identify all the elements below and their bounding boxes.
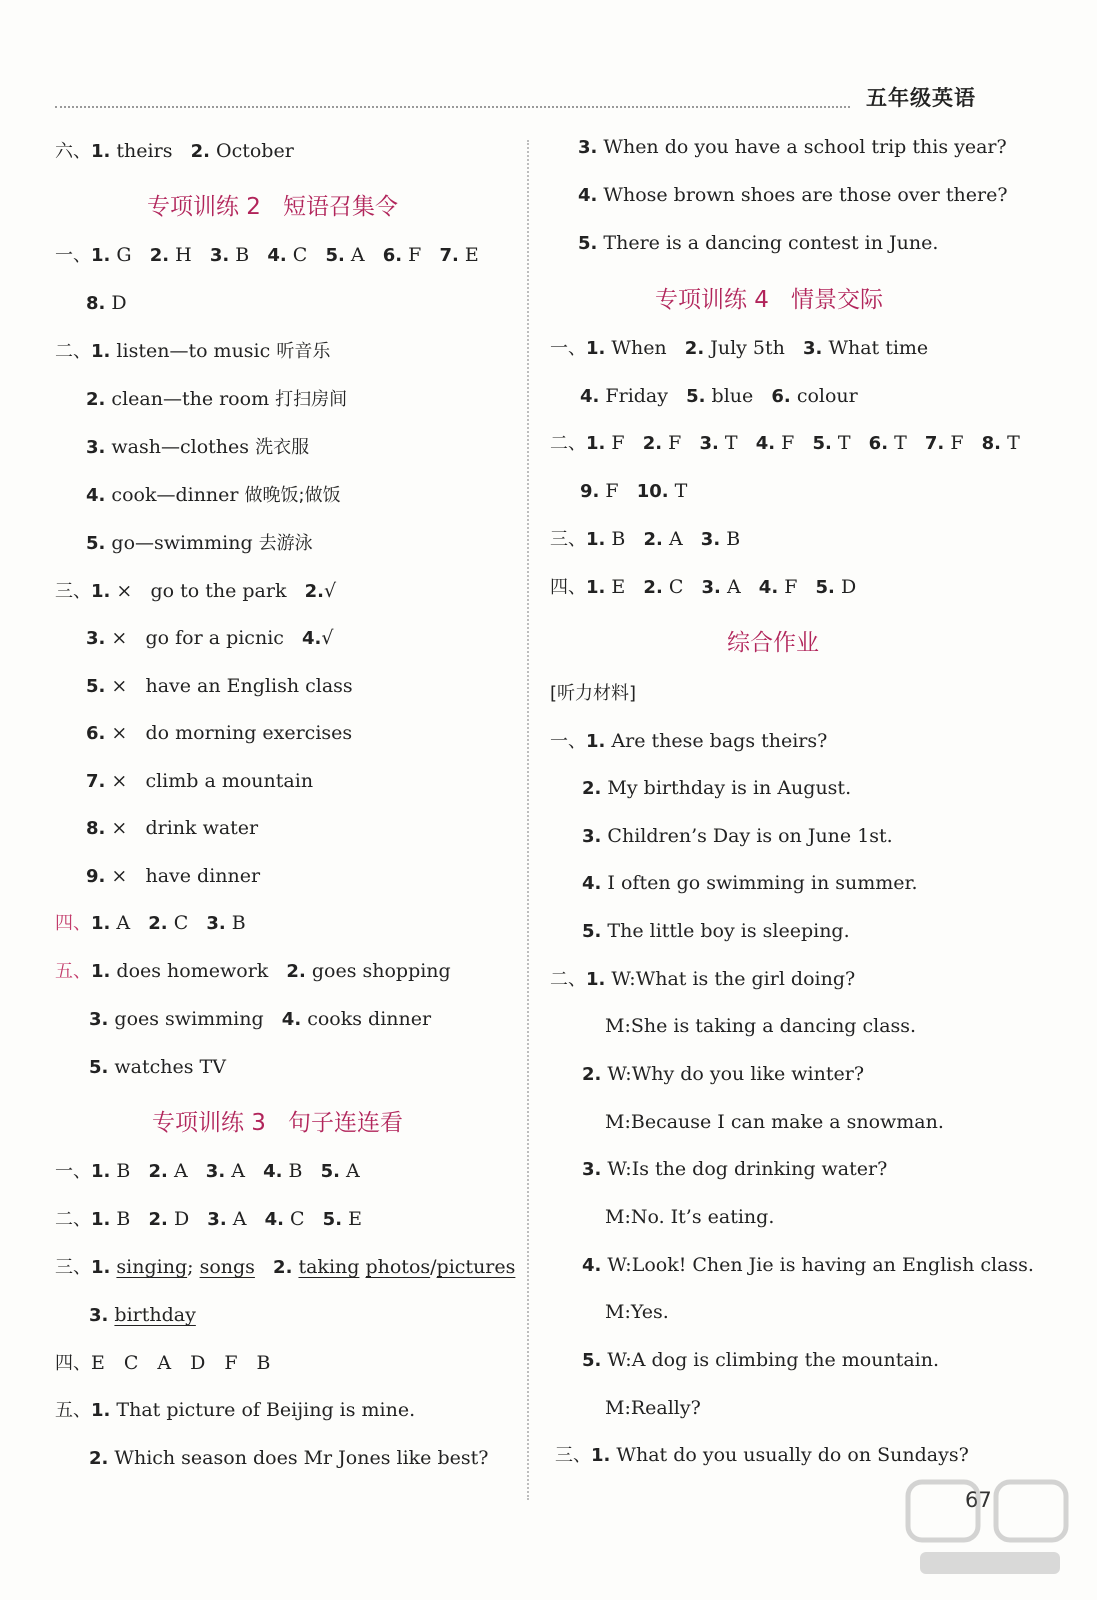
- page-header-title: 五年级英语: [866, 86, 976, 110]
- section-prefix: 二、: [550, 969, 586, 990]
- answer-line: [550, 729, 827, 754]
- answer-line: [55, 139, 294, 164]
- answer-text: B: [116, 1160, 131, 1182]
- answer-line: [89, 1055, 226, 1080]
- item-number: 2.: [89, 1448, 109, 1469]
- answer-line: [550, 336, 928, 361]
- item-number: 4.: [582, 873, 602, 894]
- section-prefix: 三、: [55, 581, 91, 602]
- answer-text: Friday: [605, 385, 668, 407]
- answer-text: F: [781, 432, 795, 454]
- dialogue-woman: W:What is the girl doing?: [611, 968, 856, 990]
- item-number: 4.: [281, 1009, 302, 1030]
- underlined-answer: singing: [116, 1256, 188, 1278]
- answer-text: The little boy is sleeping.: [607, 920, 850, 942]
- item-number: 4.: [264, 1209, 284, 1230]
- answer-text: E: [464, 244, 479, 266]
- answer-text: A: [231, 1160, 245, 1182]
- item-number: 5.: [815, 577, 835, 598]
- item-number: 6.: [382, 245, 403, 266]
- item-number: 4.: [86, 485, 106, 506]
- section-prefix: 五、: [55, 961, 91, 982]
- answer-text: C: [290, 1208, 305, 1230]
- item-number: 5.: [322, 1209, 343, 1230]
- section-prefix: 一、: [550, 731, 586, 752]
- separator: ;: [187, 1256, 194, 1278]
- cross-mark: ×: [111, 675, 128, 697]
- cross-mark: ×: [116, 580, 133, 602]
- section-heading: [147, 188, 398, 221]
- item-number: 4.: [302, 628, 322, 649]
- answer-text: A: [668, 528, 683, 550]
- section-heading-title: 情景交际: [790, 287, 883, 313]
- item-number: 6.: [868, 433, 889, 454]
- item-number: 4.: [758, 577, 779, 598]
- answer-text: July 5th: [710, 337, 785, 359]
- item-number: 3.: [582, 826, 602, 847]
- answer-line: [86, 531, 313, 556]
- answer-line: [578, 231, 938, 256]
- answer-line: [89, 1007, 431, 1032]
- answer-text: goes swimming: [114, 1008, 264, 1030]
- item-number: 2.: [148, 913, 168, 934]
- answer-line: [86, 435, 309, 460]
- answer-line: [582, 1062, 864, 1087]
- answer-text: B: [611, 528, 626, 550]
- answer-text: C: [292, 244, 308, 266]
- answer-text: E C A D F B: [91, 1352, 271, 1374]
- item-number: 3.: [209, 245, 230, 266]
- item-number: 1.: [586, 529, 606, 550]
- answer-text: drink water: [145, 817, 259, 839]
- item-number: 1.: [591, 1445, 611, 1466]
- answer-text: climb a mountain: [145, 770, 314, 792]
- section-heading: 综合作业: [727, 630, 819, 656]
- answer-line: [578, 183, 1008, 208]
- item-number: 4.: [580, 386, 600, 407]
- dialogue-woman: W:Look! Chen Jie is having an English class.: [607, 1254, 1034, 1276]
- item-number: 3.: [206, 913, 226, 934]
- item-number: 3.: [86, 628, 106, 649]
- answer-text: wash—clothes: [111, 436, 250, 458]
- answer-line: [578, 135, 1007, 160]
- answer-text: F: [668, 432, 682, 454]
- section-heading-number: 专项训练 3: [152, 1110, 266, 1136]
- header-dotted-rule: [55, 106, 850, 108]
- answer-text: A: [350, 244, 365, 266]
- answer-text: have an English class: [145, 675, 353, 697]
- section-heading: [655, 281, 883, 314]
- answer-chinese: 听音乐: [276, 341, 331, 362]
- answer-text: A: [173, 1160, 188, 1182]
- separator: /: [430, 1256, 437, 1278]
- item-number: 4.: [582, 1255, 602, 1276]
- answer-line: [582, 776, 851, 801]
- answer-text: watches TV: [114, 1056, 226, 1078]
- item-number: 1.: [586, 433, 606, 454]
- answer-text: go for a picnic: [145, 627, 284, 649]
- item-number: 7.: [924, 433, 945, 454]
- answer-line: [86, 483, 341, 508]
- answer-text: G: [116, 244, 132, 266]
- answer-line: [550, 967, 855, 992]
- answer-text: F: [784, 576, 798, 598]
- answer-text: T: [724, 432, 738, 454]
- answer-line: [55, 1351, 271, 1376]
- item-number: 4.: [578, 185, 598, 206]
- answer-line: [86, 626, 334, 651]
- answer-line: [555, 1443, 969, 1468]
- underlined-answer: songs: [199, 1256, 255, 1278]
- answer-text: does homework: [116, 960, 269, 982]
- item-number: 1.: [91, 245, 111, 266]
- answer-line: [605, 1014, 916, 1038]
- item-number: 5.: [325, 245, 345, 266]
- answer-text: D: [173, 1208, 190, 1230]
- answer-chinese: 打扫房间: [275, 389, 348, 410]
- answer-text: Which season does Mr Jones like best?: [114, 1447, 489, 1469]
- answer-line: [605, 1205, 774, 1229]
- item-number: 3.: [86, 437, 106, 458]
- section-prefix: 二、: [550, 433, 586, 454]
- answer-text: What do you usually do on Sundays?: [616, 1444, 969, 1466]
- item-number: 5.: [812, 433, 832, 454]
- answer-text: have dinner: [145, 865, 261, 887]
- dialogue-man: M:Really?: [605, 1397, 701, 1419]
- answer-line: [89, 1446, 488, 1471]
- answer-text: go to the park: [150, 580, 287, 602]
- page-number: 67: [965, 1488, 992, 1512]
- item-number: 2.: [643, 529, 663, 550]
- item-number: 1.: [91, 961, 111, 982]
- item-number: 5.: [320, 1161, 340, 1182]
- item-number: 3.: [701, 577, 721, 598]
- item-number: 1.: [91, 341, 111, 362]
- item-number: 3.: [89, 1305, 109, 1326]
- answer-text: D: [111, 292, 127, 314]
- underlined-answer: birthday: [114, 1304, 196, 1326]
- answer-text: October: [216, 140, 294, 162]
- answer-line: [582, 1253, 1034, 1278]
- item-number: 1.: [91, 1161, 111, 1182]
- answer-line: [605, 1396, 701, 1420]
- item-number: 2.: [643, 577, 663, 598]
- item-number: 3.: [205, 1161, 226, 1182]
- answer-text: That picture of Beijing is mine.: [116, 1399, 416, 1421]
- item-number: 2.: [684, 338, 705, 359]
- item-number: 3.: [582, 1159, 602, 1180]
- answer-text: cook—dinner: [111, 484, 239, 506]
- item-number: 1.: [91, 1400, 111, 1421]
- dialogue-woman: W:Is the dog drinking water?: [607, 1158, 888, 1180]
- item-number: 3.: [699, 433, 719, 454]
- item-number: 9.: [580, 481, 600, 502]
- item-number: 1.: [91, 141, 111, 162]
- section-prefix: 六、: [55, 141, 91, 162]
- item-number: 2.: [148, 1209, 168, 1230]
- section-prefix: 一、: [55, 245, 91, 266]
- item-number: 7.: [439, 245, 459, 266]
- item-number: 6.: [86, 723, 106, 744]
- dialogue-man: M:Because I can make a snowman.: [605, 1111, 944, 1133]
- answer-text: F: [408, 244, 422, 266]
- answer-line: [55, 579, 336, 604]
- section-prefix: 四、: [550, 577, 586, 598]
- answer-text: C: [173, 912, 189, 934]
- answer-text: C: [668, 576, 684, 598]
- item-number: 3.: [578, 137, 598, 158]
- answer-text: What time: [828, 337, 929, 359]
- answer-chinese: 做晚饭;做饭: [244, 485, 341, 506]
- column-divider: [527, 140, 529, 1500]
- answer-text: B: [288, 1160, 303, 1182]
- item-number: 2.: [582, 778, 602, 799]
- section-prefix: 一、: [55, 1161, 91, 1182]
- answer-text: A: [116, 912, 131, 934]
- check-mark: √: [323, 580, 337, 602]
- item-number: 5.: [89, 1057, 109, 1078]
- section-prefix: 五、: [55, 1400, 91, 1421]
- answer-text: listen—to music: [116, 340, 271, 362]
- answer-text: E: [611, 576, 626, 598]
- section-heading-number: 专项训练 2: [147, 194, 261, 220]
- item-number: 7.: [86, 771, 106, 792]
- section-prefix: 二、: [55, 341, 91, 362]
- answer-text: T: [1007, 432, 1020, 454]
- cross-mark: ×: [111, 770, 128, 792]
- item-number: 5.: [578, 233, 598, 254]
- answer-line: [86, 769, 313, 794]
- item-number: 2.: [149, 245, 170, 266]
- section-heading-title: 句子连连看: [287, 1110, 403, 1136]
- item-number: 1.: [91, 1257, 111, 1278]
- answer-line: [55, 1398, 415, 1423]
- answer-line: [550, 575, 856, 600]
- answer-line: [86, 721, 352, 746]
- answer-text: clean—the room: [111, 388, 270, 410]
- item-number: 5.: [86, 533, 106, 554]
- dialogue-woman: W:Why do you like winter?: [607, 1063, 865, 1085]
- answer-text: Children’s Day is on June 1st.: [607, 825, 893, 847]
- answer-text: I often go swimming in summer.: [607, 872, 918, 894]
- underlined-answer: pictures: [436, 1256, 516, 1278]
- answer-line: [86, 291, 127, 316]
- answer-line: [86, 387, 347, 412]
- section-prefix: 三、: [55, 1257, 91, 1278]
- section-prefix: 二、: [55, 1209, 91, 1230]
- item-number: 2.: [582, 1064, 602, 1085]
- dialogue-man: M:She is taking a dancing class.: [605, 1015, 917, 1037]
- section-heading: [152, 1104, 403, 1137]
- answer-line: [582, 1348, 939, 1373]
- answer-text: A: [346, 1160, 360, 1182]
- item-number: 2.: [304, 581, 324, 602]
- item-number: 3.: [89, 1009, 109, 1030]
- answer-line: [582, 1157, 887, 1182]
- answer-line: [55, 911, 246, 936]
- answer-text: go—swimming: [111, 532, 253, 554]
- item-number: 2.: [148, 1161, 168, 1182]
- answer-line: [55, 1207, 362, 1232]
- item-number: 1.: [586, 731, 606, 752]
- answer-text: A: [232, 1208, 247, 1230]
- answer-text: colour: [796, 385, 858, 407]
- underlined-answer: photos: [365, 1256, 431, 1278]
- answer-text: cooks dinner: [307, 1008, 432, 1030]
- check-mark: √: [321, 627, 334, 649]
- item-number: 10.: [636, 481, 669, 502]
- cross-mark: ×: [111, 627, 128, 649]
- section-heading-number: 专项训练 4: [655, 287, 769, 313]
- item-number: 2.: [642, 433, 663, 454]
- answer-line: [55, 959, 451, 984]
- section-prefix: 一、: [550, 338, 586, 359]
- answer-chinese: 洗衣服: [255, 437, 310, 458]
- item-number: 1.: [586, 577, 606, 598]
- answer-text: B: [235, 244, 250, 266]
- answer-line: [86, 674, 353, 699]
- item-number: 5.: [582, 921, 602, 942]
- section-prefix: 四、: [55, 1353, 91, 1374]
- section-prefix: 三、: [550, 529, 586, 550]
- answer-text: D: [840, 576, 857, 598]
- answer-text: T: [674, 480, 688, 502]
- dialogue-man: M:Yes.: [605, 1301, 669, 1323]
- answer-text: Whose brown shoes are those over there?: [603, 184, 1008, 206]
- item-number: 1.: [91, 1209, 111, 1230]
- cross-mark: ×: [111, 865, 128, 887]
- answer-text: Are these bags theirs?: [611, 730, 828, 752]
- answer-line: [89, 1303, 196, 1328]
- cross-mark: ×: [111, 722, 128, 744]
- item-number: 8.: [86, 293, 106, 314]
- item-number: 2.: [286, 961, 306, 982]
- answer-line: [582, 871, 918, 896]
- answer-chinese: [听力材料]: [550, 683, 637, 704]
- answer-text: F: [950, 432, 964, 454]
- answer-line: [550, 431, 1020, 456]
- answer-text: goes shopping: [311, 960, 451, 982]
- item-number: 6.: [771, 386, 791, 407]
- item-number: 5.: [582, 1350, 602, 1371]
- item-number: 8.: [86, 818, 106, 839]
- answer-line: [86, 816, 258, 841]
- item-number: 2.: [190, 141, 210, 162]
- item-number: 1.: [586, 338, 606, 359]
- answer-text: My birthday is in August.: [607, 777, 852, 799]
- answer-text: blue: [711, 385, 754, 407]
- answer-line: [582, 824, 893, 849]
- item-number: 3.: [700, 529, 721, 550]
- answer-text: When do you have a school trip this year?: [603, 136, 1007, 158]
- item-number: 2.: [86, 389, 106, 410]
- item-number: 4.: [755, 433, 776, 454]
- answer-text: T: [894, 432, 907, 454]
- item-number: 8.: [981, 433, 1002, 454]
- answer-text: T: [837, 432, 851, 454]
- section-heading-title: 短语召集令: [282, 194, 398, 220]
- answer-text: E: [348, 1208, 362, 1230]
- item-number: 9.: [86, 866, 106, 887]
- item-number: 5.: [686, 386, 706, 407]
- answer-text: When: [611, 337, 667, 359]
- answer-text: F: [611, 432, 625, 454]
- item-number: 3.: [803, 338, 823, 359]
- answer-text: B: [726, 528, 741, 550]
- answer-line: [580, 384, 858, 409]
- answer-line: [582, 919, 850, 944]
- item-number: 1.: [91, 913, 111, 934]
- answer-text: A: [726, 576, 741, 598]
- item-number: 4.: [263, 1161, 283, 1182]
- answer-line: [55, 243, 479, 268]
- listening-material-label: [550, 681, 636, 706]
- watermark-logo-icon: [900, 1468, 1080, 1588]
- item-number: 1.: [586, 969, 606, 990]
- answer-line: [55, 339, 330, 364]
- answer-text: H: [175, 244, 192, 266]
- answer-line: [580, 479, 687, 504]
- answer-line: [605, 1300, 669, 1324]
- cross-mark: ×: [111, 817, 128, 839]
- answer-line: [550, 527, 740, 552]
- answer-line: [55, 1255, 515, 1280]
- section-prefix: 四、: [55, 913, 91, 934]
- answer-chinese: 去游泳: [258, 533, 313, 554]
- item-number: 3.: [207, 1209, 227, 1230]
- answer-text: There is a dancing contest in June.: [603, 232, 939, 254]
- item-number: 4.: [267, 245, 287, 266]
- section-prefix: 三、: [555, 1445, 591, 1466]
- answer-text: F: [605, 480, 619, 502]
- answer-text: do morning exercises: [145, 722, 353, 744]
- answer-line: [605, 1110, 944, 1134]
- item-number: 1.: [91, 581, 111, 602]
- underlined-answer: taking: [298, 1256, 360, 1278]
- item-number: 2.: [273, 1257, 293, 1278]
- answer-line: [55, 1159, 360, 1184]
- dialogue-woman: W:A dog is climbing the mountain.: [607, 1349, 940, 1371]
- answer-line: [86, 864, 260, 889]
- item-number: 5.: [86, 676, 106, 697]
- answer-text: theirs: [116, 140, 173, 162]
- dialogue-man: M:No. It’s eating.: [605, 1206, 775, 1228]
- answer-text: B: [116, 1208, 131, 1230]
- answer-text: B: [231, 912, 246, 934]
